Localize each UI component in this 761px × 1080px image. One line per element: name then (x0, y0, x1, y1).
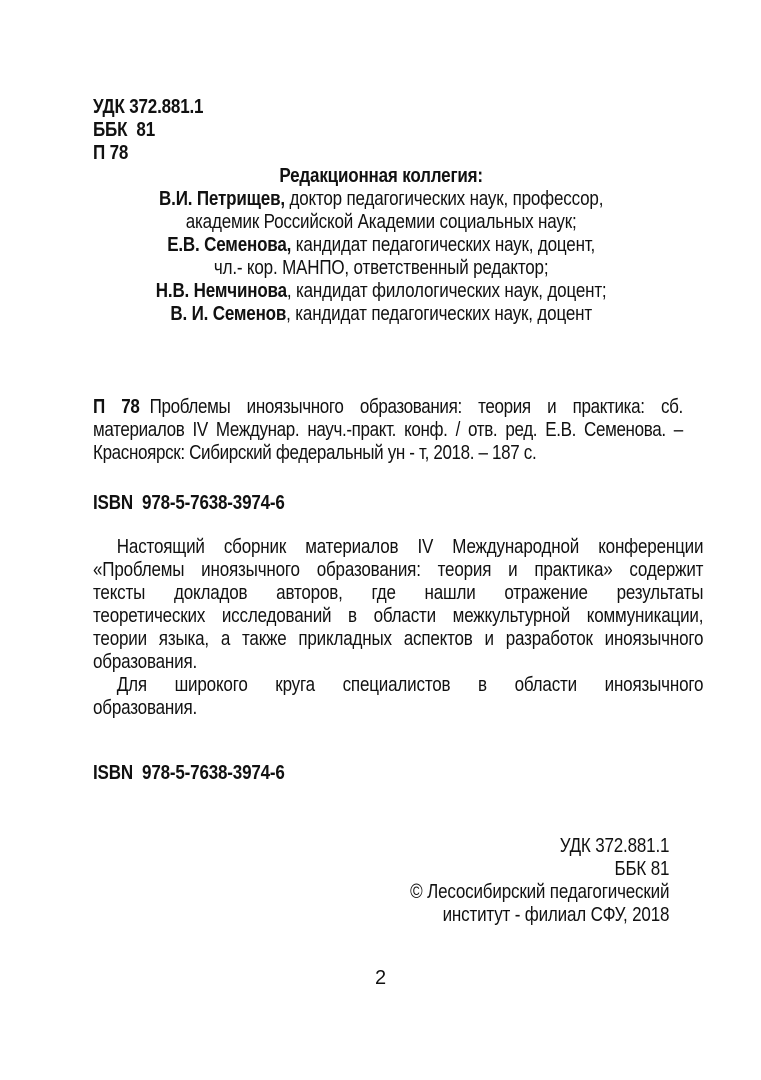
page-number: 2 (374, 967, 387, 989)
editorial-member-role: , кандидат педагогических наук, доцент (286, 303, 592, 325)
imprint-copyright-line: © Лесосибирский педагогический (410, 881, 670, 903)
editorial-member (93, 280, 703, 303)
bbk-code: ББК 81 (93, 119, 155, 141)
annotation-line: образования. (93, 651, 198, 673)
editorial-member-role: академик Российской Академии социальных наук; (185, 211, 577, 233)
classification-codes (93, 96, 703, 165)
catalog-line: Красноярск: Сибирский федеральный ун - т, 2018. – 187 с. (93, 442, 537, 464)
catalog-line: материалов IV Междунар. науч.-практ. конф. / отв. ред. Е.В. Семенова. – (93, 419, 683, 441)
page-content (93, 0, 703, 927)
annotation-line: тексты докладов авторов, где нашли отражение результаты (93, 582, 704, 604)
editorial-member-role: чл.- кор. МАНПО, ответственный редактор; (213, 257, 549, 279)
imprint-block (93, 835, 703, 927)
catalog-line (93, 396, 683, 419)
editorial-member-name: В.И. Петрищев, (159, 188, 285, 210)
annotation-line: образования. (93, 697, 198, 719)
catalog-entry (93, 396, 703, 465)
imprint-udk: УДК 372.881.1 (559, 835, 670, 857)
imprint-bbk: ББК 81 (614, 858, 670, 880)
catalog-line-text: Проблемы иноязычного образования: теория и практика: сб. (149, 396, 683, 418)
editorial-member (93, 211, 703, 234)
catalog-code: П 78 (93, 396, 140, 418)
annotation-line: Для широкого круга специалистов в области иноязычного (116, 674, 704, 696)
editorial-member-name: Н.В. Немчинова (155, 280, 287, 302)
editorial-member (93, 234, 703, 257)
editorial-member-name: Е.В. Семенова, (167, 234, 292, 256)
author-sign-code: П 78 (93, 142, 129, 164)
annotation (93, 536, 703, 720)
isbn-bottom: ISBN 978-5-7638-3974-6 (93, 762, 285, 784)
editorial-board-list (93, 188, 703, 326)
editorial-member-role: кандидат педагогических наук, доцент, (291, 234, 596, 256)
editorial-member-role: , кандидат филологических наук, доцент; (286, 280, 607, 302)
annotation-line: «Проблемы иноязычного образования: теория и практика» содержит (93, 559, 704, 581)
annotation-line: теоретических исследований в области межкультурной коммуникации, (93, 605, 704, 627)
editorial-member (93, 257, 703, 280)
udk-code: УДК 372.881.1 (93, 96, 204, 118)
annotation-line: теории языка, а также прикладных аспектов и разработок иноязычного (93, 628, 704, 650)
annotation-line: Настоящий сборник материалов IV Международной конференции (116, 536, 704, 558)
editorial-member (93, 188, 703, 211)
editorial-board-title: Редакционная коллегия: (279, 165, 483, 187)
isbn-top: ISBN 978-5-7638-3974-6 (93, 492, 285, 514)
editorial-member (93, 303, 703, 326)
imprint-copyright-line: институт - филиал СФУ, 2018 (442, 904, 670, 926)
editorial-member-role: доктор педагогических наук, профессор, (284, 188, 604, 210)
editorial-member-name: В. И. Семенов (170, 303, 287, 325)
